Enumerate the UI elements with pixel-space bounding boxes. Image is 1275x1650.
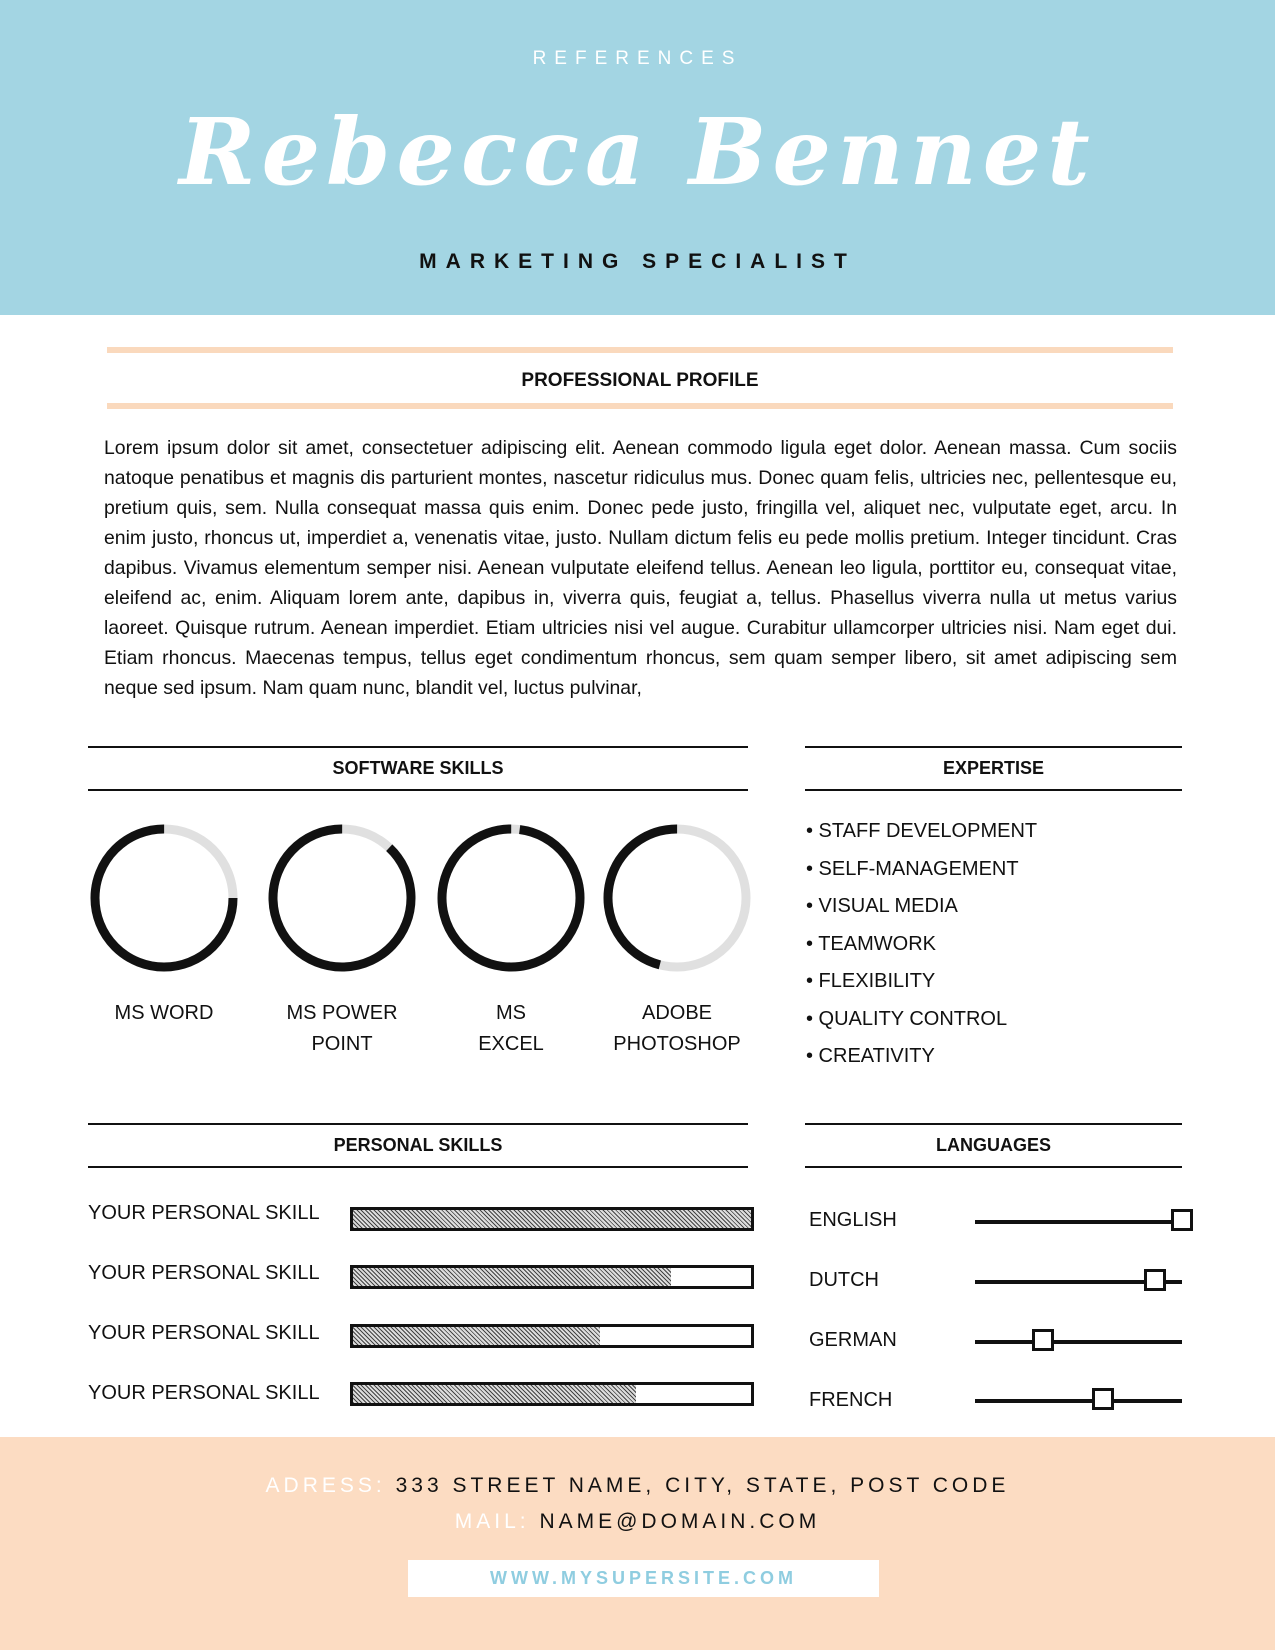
- expertise-heading: EXPERTISE: [805, 746, 1182, 791]
- profile-rule-top: [107, 347, 1173, 353]
- references-label: REFERENCES: [532, 48, 743, 69]
- header-band: [0, 0, 1275, 315]
- expertise-item: • VISUAL MEDIA: [806, 895, 958, 917]
- personal-skill-bar: [350, 1324, 754, 1348]
- expertise-item: • STAFF DEVELOPMENT: [806, 820, 1038, 842]
- language-level-track: [975, 1399, 1182, 1403]
- profile-paragraph: Lorem ipsum dolor sit amet, consectetuer adipiscing elit. Aenean commodo ligula eget dolor. Aenean massa. Cum sociis natoque penatibus et magnis dis parturient montes, nascetur ridiculus mus. Donec quam felis, ultricies nec, pellentesque eu, pretium quis, sem. Nulla consequat massa quis enim. Donec pede justo, fringilla vel, aliquet nec, vulputate eget, arcu. In enim justo, rhoncus ut, imperdiet a, venenatis vitae, justo. Nullam dictum felis eu pede mollis pretium. Integer tincidunt. Cras dapibus. Vivamus elementum semper nisi. Aenean vulputate eleifend tellus. Aenean leo ligula, porttitor eu, consequat vitae, eleifend ac, enim. Aliquam lorem ante, dapibus in, viverra quis, feugiat a, tellus. Phasellus viverra nulla ut metus varius laoreet. Quisque rutrum. Aenean imperdiet. Etiam ultricies nisi vel augue. Curabitur ullamcorper ultricies nisi. Nam eget dui. Etiam rhoncus. Maecenas tempus, tellus eget condimentum rhoncus, sem quam semper libero, sit amet adipiscing sem neque sed ipsum. Nam quam nunc, blandit vel, luctus pulvinar,: [104, 437, 1177, 699]
- software-skills-heading: SOFTWARE SKILLS: [88, 746, 748, 791]
- personal-skill-label: YOUR PERSONAL SKILL: [88, 1262, 320, 1284]
- language-level-track: [975, 1220, 1182, 1224]
- address-key: ADRESS:: [265, 1474, 386, 1497]
- mail-key: MAIL:: [454, 1510, 530, 1533]
- language-level-track: [975, 1340, 1182, 1344]
- language-level-track: [975, 1280, 1182, 1284]
- job-title: MARKETING SPECIALIST: [419, 250, 856, 273]
- personal-skill-bar-fill: [353, 1385, 636, 1403]
- language-label: FRENCH: [809, 1389, 893, 1411]
- personal-skill-bar-fill: [353, 1210, 751, 1228]
- software-label-word: MS WORD: [114, 1002, 214, 1024]
- footer-mail: [0, 1510, 1275, 1534]
- mail-value[interactable]: NAME@DOMAIN.COM: [539, 1510, 821, 1533]
- personal-skill-bar: [350, 1207, 754, 1231]
- donut-progress: [266, 822, 418, 974]
- expertise-item: • CREATIVITY: [806, 1045, 935, 1067]
- personal-skills-heading: PERSONAL SKILLS: [88, 1123, 748, 1168]
- language-label: ENGLISH: [809, 1209, 897, 1231]
- expertise-item: • TEAMWORK: [806, 933, 936, 955]
- language-level-knob: [1144, 1269, 1166, 1291]
- personal-skill-label: YOUR PERSONAL SKILL: [88, 1202, 320, 1224]
- personal-skill-bar: [350, 1265, 754, 1289]
- personal-skill-label: YOUR PERSONAL SKILL: [88, 1322, 320, 1344]
- language-label: GERMAN: [809, 1329, 897, 1351]
- donut-ms-word: [88, 822, 240, 974]
- language-level-knob: [1171, 1209, 1193, 1231]
- footer-address: [0, 1474, 1275, 1498]
- language-level-knob: [1092, 1388, 1114, 1410]
- expertise-item: • SELF-MANAGEMENT: [806, 858, 1019, 880]
- profile-heading: PROFESSIONAL PROFILE: [521, 370, 759, 391]
- personal-skill-bar-fill: [353, 1268, 671, 1286]
- expertise-item: • FLEXIBILITY: [806, 970, 936, 992]
- donut-progress: [601, 822, 753, 974]
- languages-heading: LANGUAGES: [805, 1123, 1182, 1168]
- footer-band: [0, 1437, 1275, 1650]
- donut-adobe-photoshop: [601, 822, 753, 974]
- software-label-excel: MS EXCEL: [478, 1002, 544, 1055]
- personal-skill-label: YOUR PERSONAL SKILL: [88, 1382, 320, 1404]
- language-label: DUTCH: [809, 1269, 879, 1291]
- address-value: 333 STREET NAME, CITY, STATE, POST CODE: [395, 1474, 1010, 1497]
- software-label-powerpoint: MS POWER POINT: [286, 1002, 398, 1055]
- personal-skill-bar-fill: [353, 1327, 600, 1345]
- personal-skill-bar: [350, 1382, 754, 1406]
- candidate-name: Rebecca Bennet: [179, 98, 1096, 206]
- language-level-knob: [1032, 1329, 1054, 1351]
- expertise-item: • QUALITY CONTROL: [806, 1008, 1008, 1030]
- donut-ms-powerpoint: [266, 822, 418, 974]
- donut-ms-excel: [435, 822, 587, 974]
- website-link[interactable]: WWW.MYSUPERSITE.COM: [408, 1560, 879, 1597]
- software-label-photoshop: ADOBE PHOTOSHOP: [613, 1002, 741, 1055]
- profile-rule-bottom: [107, 403, 1173, 409]
- donut-progress: [435, 822, 587, 974]
